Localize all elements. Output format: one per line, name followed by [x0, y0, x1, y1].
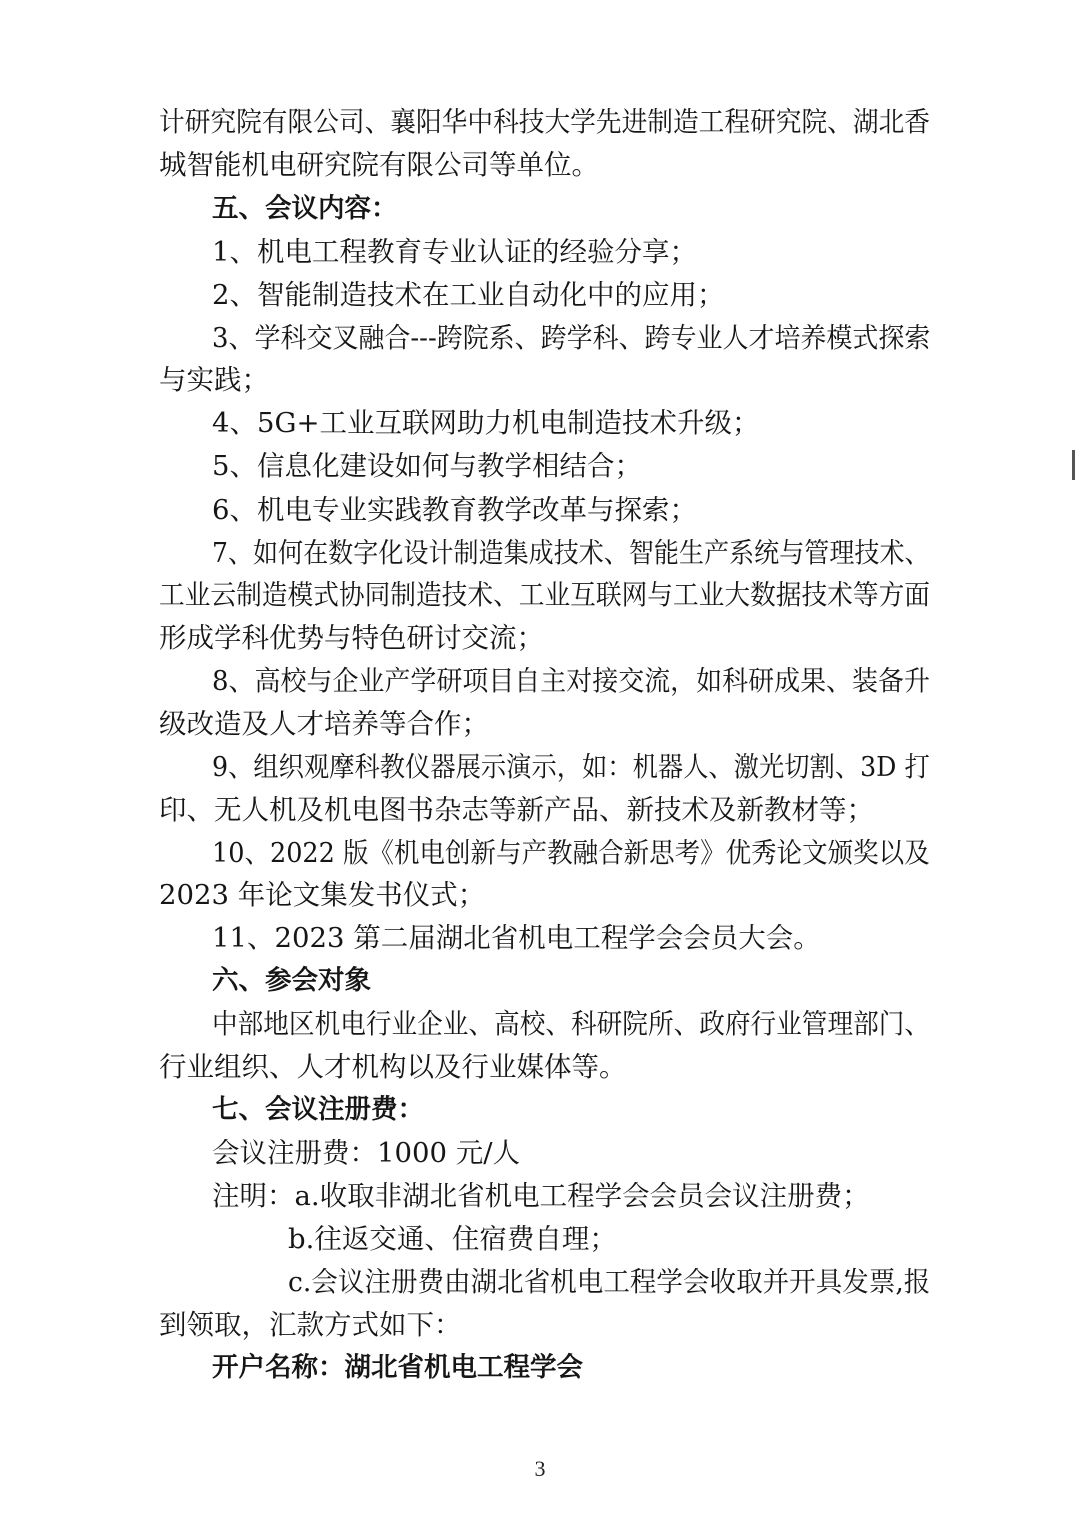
note-line: 注明：a.收取非湖北省机电工程学会会员会议注册费；: [212, 1180, 870, 1212]
note-line: c.会议注册费由湖北省机电工程学会收取并开具发票,报: [288, 1266, 931, 1298]
list-item: 11、2023 第二届湖北省机电工程学会会员大会。: [212, 922, 821, 954]
list-item: 10、2022 版《机电创新与产教融合新思考》优秀论文颁奖以及: [212, 837, 930, 869]
note-line: b.往返交通、住宿费自理；: [288, 1223, 617, 1255]
list-item-continuation: 工业云制造模式协同制造技术、工业互联网与工业大数据技术等方面: [159, 579, 930, 611]
list-item: 1、机电工程教育专业认证的经验分享；: [212, 236, 697, 268]
section-heading-registration-fee: 七、会议注册费：: [212, 1094, 424, 1125]
list-item: 3、学科交叉融合---跨院系、跨学科、跨专业人才培养模式探索: [212, 322, 931, 354]
page-number: 3: [534, 1456, 546, 1481]
list-item-continuation: 形成学科优势与特色研讨交流；: [159, 622, 544, 654]
list-item-continuation: 级改造及人才培养等合作；: [159, 708, 489, 740]
list-item: 5、信息化建设如何与教学相结合；: [212, 450, 642, 482]
fee-amount-line: 会议注册费：1000 元/人: [212, 1137, 520, 1169]
list-item-continuation: 2023 年论文集发书仪式；: [159, 879, 486, 911]
paragraph-line: 行业组织、人才机构以及行业媒体等。: [159, 1051, 627, 1083]
section-heading-participants: 六、参会对象: [212, 965, 371, 996]
scan-edge-mark: [1072, 450, 1075, 480]
list-item-continuation: 印、无人机及机电图书杂志等新产品、新技术及新教材等；: [159, 794, 874, 826]
text-line: 城智能机电研究院有限公司等单位。: [159, 149, 599, 181]
list-item: 4、5G+工业互联网助力机电制造技术升级；: [212, 407, 760, 439]
account-name-line: 开户名称：湖北省机电工程学会: [212, 1352, 583, 1383]
list-item: 6、机电专业实践教育教学改革与探索；: [212, 494, 697, 526]
section-heading-meeting-content: 五、会议内容：: [212, 193, 398, 224]
text-line: 计研究院有限公司、襄阳华中科技大学先进制造工程研究院、湖北香: [159, 106, 930, 138]
list-item: 8、高校与企业产学研项目自主对接交流，如科研成果、装备升: [212, 665, 930, 697]
paragraph-line: 中部地区机电行业企业、高校、科研院所、政府行业管理部门、: [212, 1008, 931, 1040]
list-item: 2、智能制造技术在工业自动化中的应用；: [212, 279, 725, 311]
list-item: 9、组织观摩科教仪器展示演示，如：机器人、激光切割、3D 打: [212, 751, 930, 783]
list-item: 7、如何在数字化设计制造集成技术、智能生产系统与管理技术、: [212, 537, 930, 569]
note-line-continuation: 到领取，汇款方式如下：: [159, 1309, 462, 1341]
list-item-continuation: 与实践；: [159, 364, 269, 396]
